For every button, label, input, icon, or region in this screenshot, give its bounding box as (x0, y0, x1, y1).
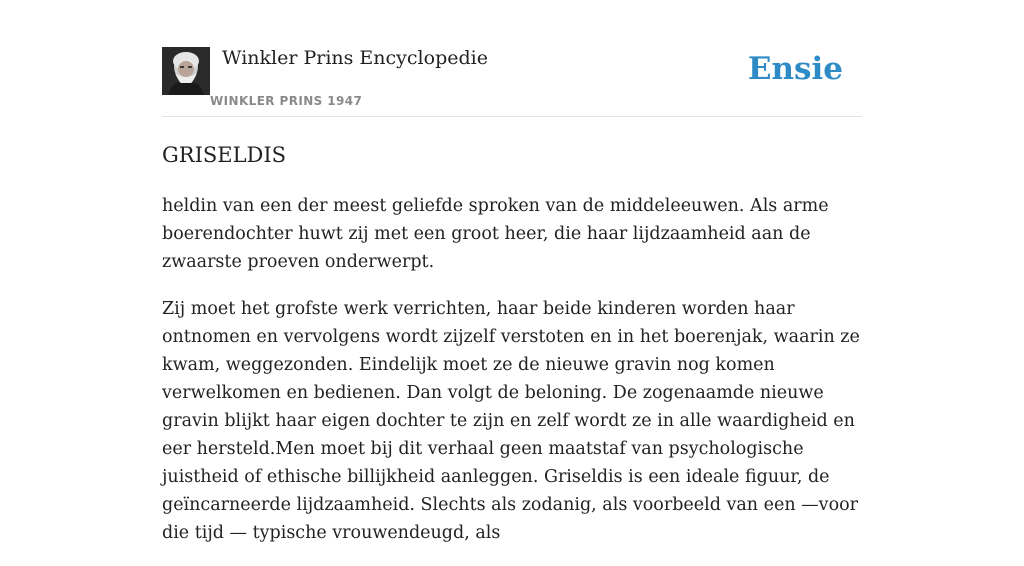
site-title-link[interactable]: Winkler Prins Encyclopedie (222, 47, 488, 69)
article-title: GRISELDIS (162, 143, 287, 167)
site-subtitle: WINKLER PRINS 1947 (210, 94, 363, 108)
bearded-man-portrait-icon (162, 47, 210, 95)
content-container (162, 0, 862, 543)
article-paragraph-2: Zij moet het grofste werk verrichten, haar beide kinderen worden haar ontnomen en vervolgens wordt zijzelf verstoten en in het boerenjak, waarin ze kwam, weggezonden. Eindelijk moet ze de nieuwe gravin nog komen verwelkomen en bedienen. Dan volgt de beloning. De zogenaamde nieuwe gravin blijkt haar eigen dochter te zijn en zelf wordt ze in alle waardigheid en eer hersteld.Men moet bij dit verhaal geen maatstaf van psychologische juistheid of ethische billijkheid aanleggen. Griseldis is een ideale figuur, de geïncarneerde lijdzaamheid. Slechts als zodanig, als voorbeeld van een —voor die tijd — typische vrouwendeugd, als (162, 299, 860, 543)
article-paragraph-1: heldin van een der meest geliefde sproken van de middeleeuwen. Als arme boerendochter huwt zij met een groot heer, die haar lijdzaamheid aan de zwaarste proeven onderwerpt. (162, 196, 829, 272)
ensie-logo-link[interactable]: Ensie (747, 51, 843, 87)
site-header (162, 0, 862, 117)
author-avatar[interactable] (162, 47, 210, 95)
article-body (162, 192, 862, 566)
